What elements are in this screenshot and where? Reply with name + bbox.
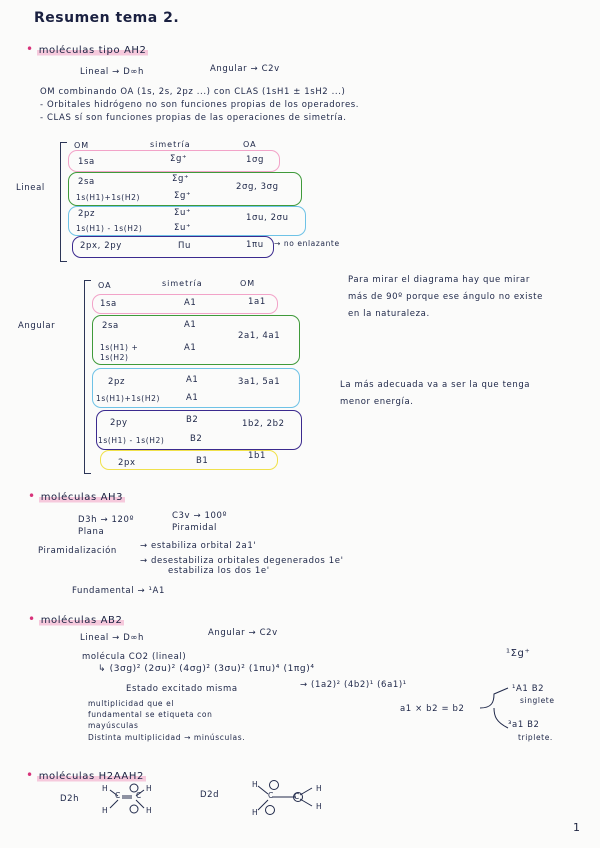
bullet-dot: • bbox=[26, 768, 34, 782]
section-heading-ah3 bbox=[28, 489, 125, 503]
piram-effect-3: estabiliza los dos 1e' bbox=[168, 566, 270, 576]
lineal-label: Lineal bbox=[16, 183, 45, 193]
row-oa: 1s(H1) - 1s(H2) bbox=[76, 224, 143, 233]
row-oa: 1sa bbox=[78, 157, 95, 167]
atom-h: H bbox=[252, 780, 259, 789]
row-oa: 1s(H1) + 1s(H2) bbox=[100, 343, 139, 362]
triplet-label: triplete. bbox=[518, 733, 553, 742]
row-om: 1σg bbox=[246, 155, 264, 165]
row-om: 1πu bbox=[246, 240, 264, 250]
lineal-header-sym: simetría bbox=[150, 140, 191, 149]
excited-configuration: → (1a2)² (4b2)¹ (6a1)¹ bbox=[300, 680, 407, 690]
row-sym: Σu⁺ bbox=[174, 223, 192, 233]
atom-h: H bbox=[102, 806, 109, 815]
row-oa: 2py bbox=[110, 418, 128, 428]
plana-label: Plana bbox=[78, 527, 105, 537]
row-om: 1σu, 2σu bbox=[246, 213, 289, 223]
multiplicity-note: mayúsculas bbox=[88, 721, 139, 730]
lineal-group-line: Lineal → D∞h bbox=[80, 633, 145, 643]
page-number: 1 bbox=[573, 821, 580, 834]
note-orbitals-h: - Orbitales hidrógeno no son funciones propias de los operadores. bbox=[40, 100, 360, 110]
excited-state: Estado excitado misma bbox=[126, 684, 238, 694]
row-sym: A1 bbox=[186, 375, 199, 385]
angular-label: Angular bbox=[18, 321, 56, 331]
row-sym: Σg⁺ bbox=[174, 191, 192, 201]
row-om: 3a1, 5a1 bbox=[238, 377, 281, 387]
row-om: 1b1 bbox=[248, 451, 267, 461]
angular-group-line: Angular → C2v bbox=[208, 628, 278, 638]
row-om: 1b2, 2b2 bbox=[242, 419, 285, 429]
row-om: 2a1, 4a1 bbox=[238, 331, 281, 341]
piram-effect-2: → desestabiliza orbitales degenerados 1e' bbox=[140, 556, 344, 566]
row-om: 2σg, 3σg bbox=[236, 182, 279, 192]
singlet-label: singlete bbox=[520, 696, 555, 705]
piram-effect-1: → estabiliza orbital 2a1' bbox=[140, 541, 257, 551]
atom-h: H bbox=[146, 784, 153, 793]
co2-molecule: molécula CO2 (lineal) bbox=[82, 652, 187, 662]
atom-c: C bbox=[268, 791, 274, 800]
row-oa: 2sa bbox=[102, 321, 119, 331]
atom-h: H bbox=[252, 808, 259, 817]
d2h-label: D2h bbox=[60, 794, 80, 804]
fundamental-state: Fundamental → ¹A1 bbox=[72, 586, 165, 596]
note-energy: La más adecuada va a ser la que tenga menor energía. bbox=[340, 380, 531, 407]
lineal-header-oa: OA bbox=[243, 140, 257, 149]
row-oa: 1s(H1) - 1s(H2) bbox=[98, 436, 165, 445]
bullet-dot: • bbox=[28, 612, 36, 626]
row-oa: 2pz bbox=[108, 377, 126, 387]
atom-h: H bbox=[316, 802, 323, 811]
row-oa: 1s(H1)+1s(H2) bbox=[76, 193, 140, 202]
angular-header-oa: OA bbox=[98, 281, 112, 290]
atom-c: C bbox=[294, 792, 300, 801]
page-title: Resumen tema 2. bbox=[34, 10, 180, 26]
atom-c: C bbox=[136, 791, 142, 800]
branch-arrow-icon bbox=[478, 682, 512, 734]
multiplicity-note: fundamental se etiqueta con bbox=[88, 710, 213, 719]
row-sym: B2 bbox=[190, 434, 203, 444]
section-heading-ab2 bbox=[28, 612, 124, 626]
co2-term-symbol: ¹Σg⁺ bbox=[506, 648, 531, 659]
atom-h: H bbox=[316, 784, 323, 793]
atom-h: H bbox=[146, 806, 153, 815]
row-sym: A1 bbox=[184, 298, 197, 308]
row-sym: Σg⁺ bbox=[172, 174, 190, 184]
bullet-dot: • bbox=[28, 489, 36, 503]
om-combination-line: OM combinando OA (1s, 2s, 2pz ...) con CLAS (1sH1 ± 1sH2 ...) bbox=[40, 87, 346, 97]
row-sym: B2 bbox=[186, 415, 199, 425]
d2d-label: D2d bbox=[200, 790, 220, 800]
note-clas: - CLAS sí son funciones propias de las operaciones de simetría. bbox=[40, 113, 347, 123]
row-sym: B1 bbox=[196, 456, 209, 466]
row-sym: Σu⁺ bbox=[174, 208, 192, 218]
symmetry-product: a1 × b2 = b2 bbox=[400, 704, 465, 714]
d3h-line: D3h → 120º bbox=[78, 515, 135, 525]
row-sym: A1 bbox=[186, 393, 199, 403]
section-heading-text: moléculas tipo AH2 bbox=[38, 45, 147, 56]
angular-header-om: OM bbox=[240, 279, 256, 288]
triplet-symbol: ³a1 B2 bbox=[508, 720, 540, 730]
note-diagram: Para mirar el diagrama hay que mirar más de 90º porque ese ángulo no existe en la naturaleza. bbox=[348, 275, 543, 319]
co2-configuration: ↳ (3σg)² (2σu)² (4σg)² (3σu)² (1πu)⁴ (1πg)⁴ bbox=[98, 664, 315, 674]
multiplicity-note: Distinta multiplicidad → minúsculas. bbox=[88, 733, 246, 742]
angular-group-line: Angular → C2v bbox=[210, 64, 280, 74]
bullet-dot: • bbox=[26, 42, 34, 56]
row-sym: A1 bbox=[184, 320, 197, 330]
angular-header-sym: simetría bbox=[162, 279, 203, 288]
row-oa: 2pz bbox=[78, 209, 96, 219]
multiplicity-note: multiplicidad que el bbox=[88, 699, 175, 708]
section-heading-text: moléculas AH3 bbox=[40, 492, 124, 503]
row-oa: 2px, 2py bbox=[80, 241, 122, 251]
piramidal-label: Piramidal bbox=[172, 523, 218, 533]
piramidalizacion: Piramidalización bbox=[38, 546, 117, 556]
row-oa: 1sa bbox=[100, 299, 117, 309]
row-sym: A1 bbox=[184, 343, 197, 353]
row-oa: 2px bbox=[118, 458, 136, 468]
section-heading-ah2 bbox=[26, 42, 148, 56]
row-sym: Σg⁺ bbox=[170, 154, 188, 164]
lineal-bracket bbox=[60, 142, 67, 262]
section-heading-text: moléculas AB2 bbox=[40, 615, 123, 626]
atom-c: C bbox=[115, 791, 121, 800]
atom-h: H bbox=[102, 784, 109, 793]
row-om: 1a1 bbox=[248, 297, 266, 307]
singlet-symbol: ¹A1 B2 bbox=[512, 684, 545, 694]
no-enlazante-note: → no enlazante bbox=[274, 239, 340, 248]
planar-molecule-drawing bbox=[88, 778, 164, 818]
c3v-line: C3v → 100º bbox=[172, 511, 228, 521]
row-oa: 2sa bbox=[78, 177, 95, 187]
row-sym: Πu bbox=[178, 241, 191, 251]
row-oa: 1s(H1)+1s(H2) bbox=[96, 394, 160, 403]
lineal-group-line: Lineal → D∞h bbox=[80, 67, 145, 77]
section-heading-text: moléculas H2AAH2 bbox=[38, 771, 144, 782]
lineal-header-om: OM bbox=[74, 141, 90, 150]
angular-bracket bbox=[84, 280, 91, 474]
